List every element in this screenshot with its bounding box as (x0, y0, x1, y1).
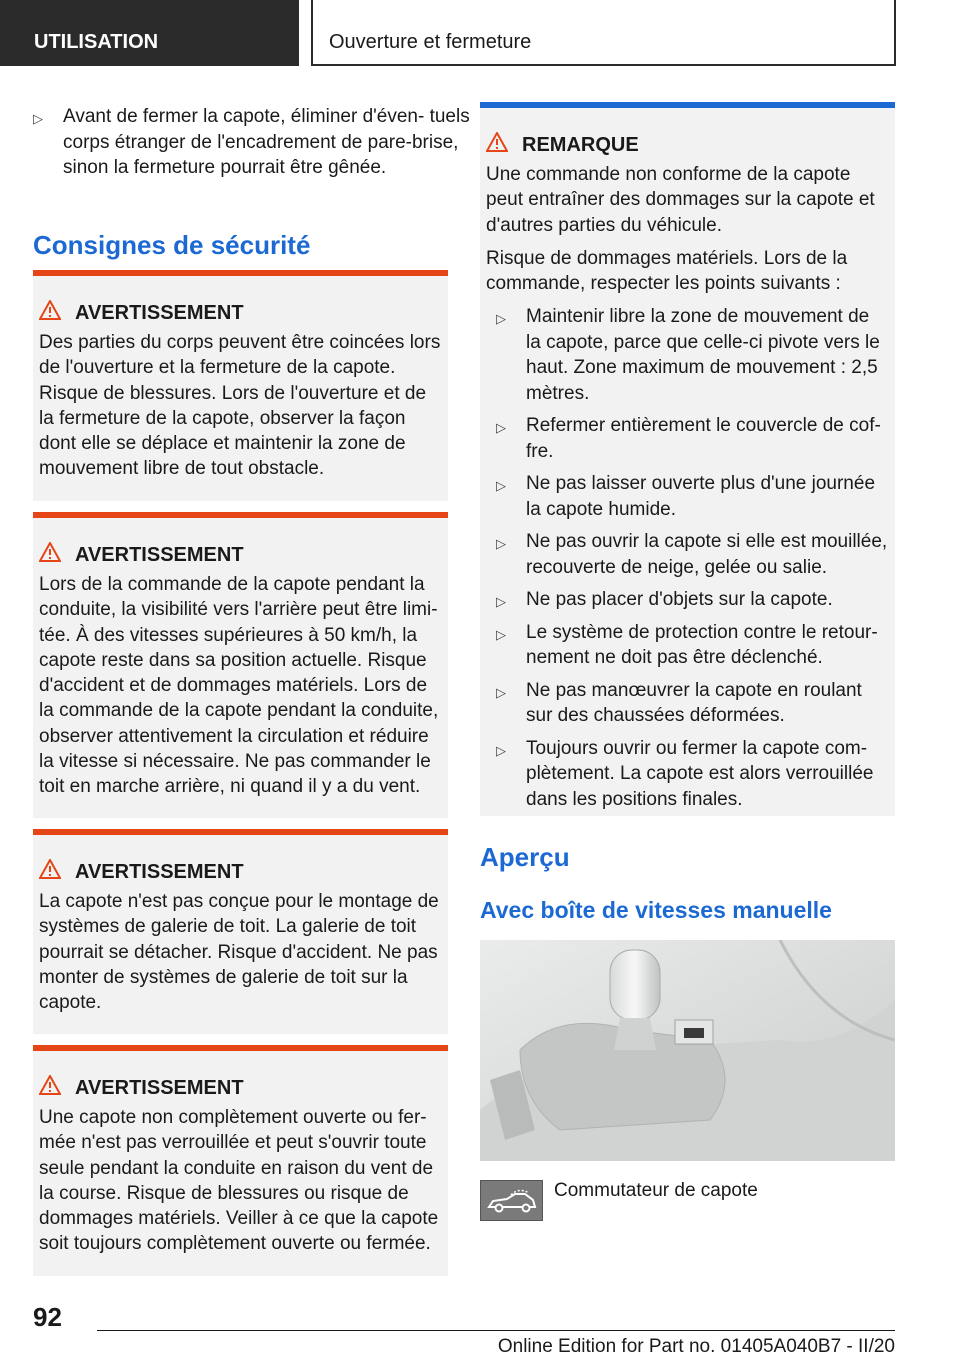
warning-triangle-icon (39, 300, 61, 326)
note-bullet: ▷ Ne pas manœuvrer la capote en roulant sur des chaussées déformées. (496, 679, 862, 727)
warning-text: La capote n'est pas conçue pour le montage de systèmes de galerie de toit. La galerie de toit pourrait se détacher. Risque d'accident. Ne pas monter de systèmes de galerie de toit sur la capote. (39, 891, 439, 1014)
page-header (0, 0, 960, 66)
page-number: 92 (33, 1302, 62, 1332)
bullet-triangle-icon: ▷ (33, 111, 43, 126)
bullet-triangle-icon: ▷ (496, 311, 506, 327)
warning-text: Lors de la commande de la capote pendant la conduite, la visibilité vers l'arrière peut être limi- tée. À des vitesses supérieures à 50 km/h, la capote reste dans sa position actuelle. Risque d'accident et de dommages matériels. Lors de la commande de la capote pendant la conduite, observer attentivement la circulation et réduire la vitesse si nécessaire. Ne pas commander le toit en marche arrière, ni quand il y a du vent. (39, 574, 439, 798)
warning-title: AVERTISSEMENT (39, 1075, 442, 1101)
note-bullet: ▷ Ne pas ouvrir la capote si elle est mouillée, recouverte de neige, gelée ou salie. (496, 531, 888, 578)
warning-triangle-icon (39, 542, 61, 568)
bullet-triangle-icon: ▷ (496, 684, 506, 700)
section-heading: Consignes de sécurité (33, 230, 311, 260)
note-bullet: ▷ Refermer entièrement le couvercle de cof- fre. (496, 415, 881, 462)
note-bullet: ▷ Maintenir libre la zone de mouvement de la capote, parce que celle-ci pivote vers le haut. Zone maximum de mouvement : 2,5 mètres. (496, 306, 880, 404)
chapter-title: Ouverture et fermeture (311, 0, 896, 66)
convertible-car-icon (480, 1180, 543, 1221)
section-tab: UTILISATION (0, 0, 299, 66)
caption-row (480, 1180, 895, 1222)
note-bullet: ▷ Ne pas laisser ouverte plus d'une journée la capote humide. (496, 473, 876, 520)
warning-box (33, 1045, 448, 1276)
note-bullet-list (486, 304, 889, 812)
note-box (480, 102, 895, 816)
footer-divider (97, 1330, 895, 1331)
note-bullet: ▷ Toujours ouvrir ou fermer la capote com- plètement. La capote est alors verrouillée dans les positions finales. (496, 737, 874, 810)
section-heading: Aperçu (480, 842, 570, 872)
note-bullet: ▷ Le système de protection contre le retour- nement ne doit pas être déclenché. (496, 621, 878, 669)
bullet-triangle-icon: ▷ (496, 594, 506, 610)
edition-note: Online Edition for Part no. 01405A040B7 - II/20 (497, 1336, 895, 1357)
warning-box (33, 512, 448, 818)
bullet-triangle-icon: ▷ (496, 742, 506, 758)
note-bullet: ▷ Ne pas placer d'objets sur la capote. (496, 587, 889, 613)
bullet-triangle-icon: ▷ (496, 626, 506, 642)
gear-console-photo (480, 940, 895, 1161)
warning-title: AVERTISSEMENT (39, 542, 442, 568)
bullet-triangle-icon: ▷ (496, 478, 506, 494)
warning-triangle-icon (486, 132, 508, 158)
warning-title: AVERTISSEMENT (39, 859, 442, 885)
warning-box (33, 270, 448, 501)
warning-text: Des parties du corps peuvent être coincées lors de l'ouverture et la fermeture de la capote. Risque de blessures. Lors de l'ouverture et de la fermeture de la capote, observer la façon dont elle se déplace et maintenir la zone de mouvement libre de tout obstacle. (39, 332, 441, 480)
intro-bullet: ▷ Avant de fermer la capote, éliminer d'éven- tuels corps étranger de l'encadrement de pare-brise, sinon la fermeture pourrait être gênée. (33, 106, 470, 178)
subsection-heading: Avec boîte de vitesses manuelle (480, 897, 832, 923)
note-paragraph: Une commande non conforme de la capote peut entraîner des dommages sur la capote et d'autres parties du véhicule. (486, 164, 875, 236)
caption-text: Commutateur de capote (554, 1180, 758, 1201)
bullet-triangle-icon: ▷ (496, 420, 506, 436)
warning-box (33, 829, 448, 1034)
note-paragraph: Risque de dommages matériels. Lors de la commande, respecter les points suivants : (486, 247, 848, 295)
note-title: REMARQUE (486, 132, 889, 158)
warning-title: AVERTISSEMENT (39, 300, 442, 326)
bullet-triangle-icon: ▷ (496, 536, 506, 552)
warning-triangle-icon (39, 859, 61, 885)
warning-text: Une capote non complètement ouverte ou fer- mée n'est pas verrouillée et peut s'ouvrir toute seule pendant la conduite en raison du vent de la course. Risque de blessures ou risque de dommages matériels. Veiller à ce que la capote soit toujours complètement ouverte ou fermée. (39, 1107, 439, 1255)
warning-triangle-icon (39, 1075, 61, 1101)
